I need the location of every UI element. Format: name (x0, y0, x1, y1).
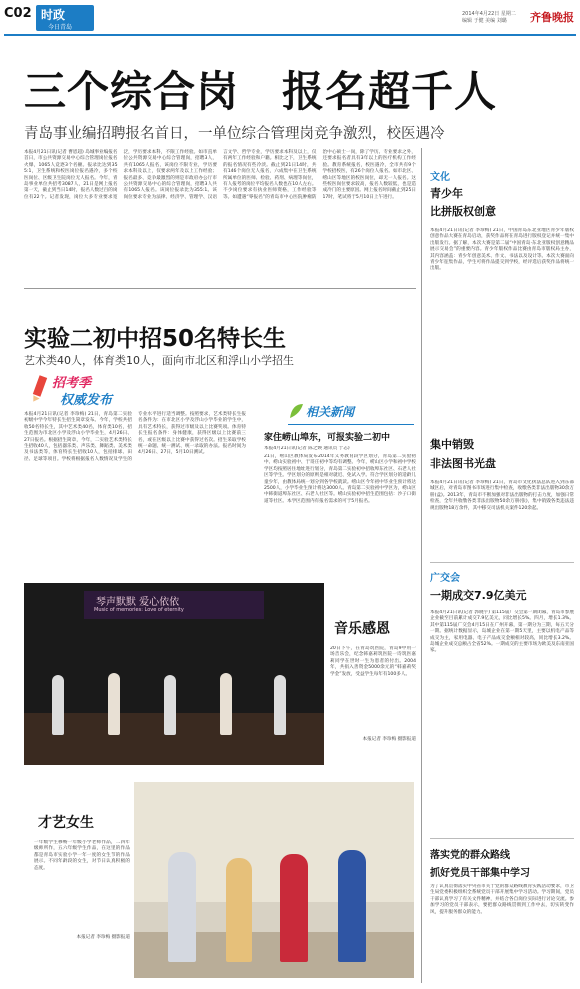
talent-title: 才艺女生 (38, 815, 94, 831)
page-code: C02 (4, 6, 32, 21)
concert-credit: 本报记者 李珍梅 摄影报道 (362, 737, 416, 742)
student-3 (280, 854, 308, 962)
exam-season-badge (30, 372, 142, 408)
related-news-body (264, 454, 416, 562)
talent-photo (134, 782, 414, 978)
lead-headline: 三个综合岗 报名超千人 (24, 67, 498, 116)
leaf-icon (288, 402, 304, 420)
lead-subheadline: 青岛事业编招聘报名首日，一单位综合管理岗竞争激烈，校医遇冷 (24, 126, 445, 142)
culture-body: 本报4月21日讯(记者 李珍梅) 21日，中国青岛东北亚地区青少年版权创意作品大赛在青岛启动，获奖作品将在青岛进行版权登记并统一集中出版发行。据了解，本次大赛是第二届“中国青岛·东北亚版权创意精品展示交易会”的重要内容。青少年版权作品比赛由青岛市版权局主办，其内容涵盖：青少年创意美术、作文、书法以及设计等。本次大赛面向青少年征集作品，学生可将作品提交到学校，经评选后获奖作品将统一出版。 (430, 228, 574, 272)
culture-headline-2: 比拼版权创意 (430, 205, 496, 218)
concert-caption: 20日下午，在青岛筑医院，青岛9中用一场音乐会，纪念韩嘉莉筑医院一诗筑医嘉莉同学在世时一生为患者的付出。2004年，共捐入善资金5000余元的“韩嘉莉奖学金”发放，受益学生每年有100多人。 (330, 646, 416, 677)
performer-1 (52, 675, 64, 735)
related-news-tag (288, 402, 388, 422)
student-4 (338, 850, 366, 962)
date-line: 2014年4月22日 星期二 (462, 11, 516, 17)
editor-line: 编辑 于健 美编 刘璐 (462, 18, 507, 24)
second-story-top-rule (24, 288, 416, 289)
lead-body-text: 本报4月21日讯(记者 曹恩超) 岛城事业编报名首日，市公共资源交易中心综合管理岗位报名火爆，1065人竞逐3个名额。报录比达到355:1，卫生系统和校医岗位报名遇冷，多个校医岗位、区级卫生院岗位无人报名。今年，青岛事业单位共招考3087人，21日是网上报名第一天，截止到当日14时，报名人数过百的岗位有22个。记者发现，岗位大多专业要求宽泛，学历要求本科，不限工作经验。如市直单位公共资源交易中心综合管理岗，招聘3人，共有1065人报名，该岗位不限专业，学历要求本科及以上，仅要求两年及以上工作经验；报名最多、竞争最激烈的则是市政府办公厅市公共资源交易中心的综合管理岗，招聘3人共有1065人报名。该岗位报录比为355:1。该岗位要求专业为法律、经济学、管理学、汉语言文学、哲学专业，学历要求本科及以上，仅有两年工作经验和户籍。相比之下，卫生系统的报名情况有些冷淡。截止到21日14时，共有146个岗位无人报名，六成集中在卫生系统所属单位的医师、检验、药剂、病理等岗位，有人报考的岗位平均报名人数也在10人左右。不少岗位要求有执业医师资格，工作经验等等。如遭遇“零报名”的青岛市中心医院肿瘤防治中心硕士一岗，除了学历、专业要求之外，还要求报名者具有3年以上的医疗机构工作经验。教育系统报名，校医遇冷，全市共有9个学校招校医，有26个岗位人报名。如市北区、崂山区等地区的校医岗位，却无一人报名。这些校医岗位要求较高，报名人数较低，也是造成冷门的主要原因。网上报名时间截止到25日17时，笔试将于5月10日上午进行。 (24, 150, 416, 200)
talent-caption: 一年级学生穆畅一年级小学老师作品，二四年级师所作，五六年级学生作品，在这里的作品都是青岛市实验小学一年一度的女生节的作品展示。不同年龄段的女生，对节日认真积极的态度。 (34, 840, 130, 871)
second-headline: 实验二初中招50名特长生 (24, 326, 287, 352)
expo-headline: 一期成交7.9亿美元 (430, 589, 527, 602)
badge-subtitle: 权威发布 (60, 393, 113, 408)
related-news-label: 相关新闻 (306, 405, 355, 419)
anime-headline-1: 集中销毁 (430, 438, 474, 451)
party-rule (430, 838, 574, 839)
second-body (24, 412, 246, 562)
anime-headline-2: 非法图书光盘 (430, 457, 496, 470)
sidebar-divider (421, 148, 422, 983)
expo-tag: 广交会 (430, 573, 460, 584)
expo-rule (430, 562, 574, 563)
badge-title: 招考季 (52, 376, 92, 391)
student-2 (226, 858, 252, 962)
related-news-rule (288, 424, 414, 425)
second-subheadline: 艺术类40人，体育类10人，面向市北区和浮山小学招生 (24, 354, 294, 367)
culture-headline-1: 青少年 (430, 187, 463, 200)
masthead (0, 0, 580, 36)
lead-body (24, 150, 416, 278)
performer-5 (274, 675, 286, 735)
related-news-body-text: 21日，崂山区教体局发布2014年义务教育段学区划分，青岛第二实验初中、崂山实验初中、于哥庄初中等均有调整。今年，崂山区小学和初中学校学区均按照居住地址进行划分，青岛第二实验初中招收埠东社区、石老人社区等学生。学区划分的原则是相对就近、免试入学。符合学区划分的适龄儿童少年，由教体局统一划分到各学校就读。崂山区今年初中毕业生预计将达2500人，小学毕业生预计将达3000人。青岛第二实验初中学区为，崂山区中韩街道埠东社区、石老人社区等。崂山实验初中招生范围包括：沙子口街道等社区。本学区范围内有报名需求的可于5月报名。 (264, 454, 416, 504)
subsection-name: 今日青岛 (48, 24, 73, 31)
pencil-icon (30, 374, 52, 404)
expo-body: 本报4月21日讯(记者 郭晓宇) 第115届广交会第一期闭幕，青岛市参展企业截至目前累计成交7.9亿美元，同比增长5%。四月，增长1.3%。其中第115届广交会4月15日在广州开幕，第一期分为三期，每五天分一期。据统计数据显示，岛城企业在第一期5天里，主要以机电产品等成交为主，家用电器、电子产品成交金额相对较高，同比增长3.2%。岛城企业成交总额占全省52%。一期成交的主要市场为欧美及东南亚国家。 (430, 610, 574, 654)
party-headline-1: 落实党的群众路线 (430, 850, 510, 861)
section-name: 时政 (41, 8, 66, 22)
anime-body: 本报4月21日讯(记者 李珍梅) 21日，青岛市文化执法总队进入到东部城区后，对青岛市图书市场进行集中检查，收缴各类非法出版物30余万册(盒)。2013年，青岛市不断加强对非法出版物的打击力度，加强日常检查，全年共收缴各类非法出版物50余万册(张)，集中销毁各类违法违规出版物18万余件，其中移交司法机关案件120余起。 (430, 480, 574, 511)
talent-credit: 本报记者 李珍梅 摄影报道 (76, 935, 130, 940)
concert-title: 音乐感恩 (334, 621, 390, 637)
related-news-author: 本报4月21日讯(记者 陈之焕 通讯员 于志) (264, 446, 350, 451)
concert-banner-line1: 琴声默默 爱心依依 (96, 597, 180, 608)
performer-4 (220, 673, 232, 735)
performer-2 (108, 673, 120, 735)
student-1 (168, 852, 196, 962)
second-body-text: 本报4月21日讯(记者 李珍梅) 21日，青岛第二实验初级中学今年特长生招生简章发布。今年，学校共招收50名特长生，其中艺术类40名，体育类10名，招生范围为市北区小学及浮山小学毕业生，4月26日、27日报名。根据招生简章，今年，二实验艺术类特长生招收40人，包括器乐类、声乐类、舞蹈类、美术类及书法类等，体育特长生招收10人，包括排球、田径、足球等项目。学校将根据报名人数情况及学生的专业水平进行适当调整。按照要求，艺术类特长生报名条件为：在市北区小学及浮山小学毕业的学生中，具有艺术特长，获得过市级及以上比赛奖项。体育特长生报名条件：身体健康，获得区级以上比赛前三名，或在区级以上比赛中获得过名次。招生采取学校统一命题、统一测试、统一录取的办法。报名时间为4月26日、27日，5月10日测试。 (24, 412, 246, 462)
concert-photo (24, 583, 324, 765)
related-news-headline: 家住崂山埠东，可报实验二初中 (264, 433, 391, 443)
party-headline-2: 抓好党员干部集中学习 (430, 868, 530, 879)
paper-logo: 齐鲁晚报 (530, 11, 574, 24)
performer-3 (164, 675, 176, 735)
party-body: 为了认真贯彻落实中央省市关于党的群众路线教育实践活动要求，市卫生局党委积极组织全系统党员干部开展集中学习活动。学习期间，党员干部认真学习了有关文件精神，并结合各自岗位实际进行讨论交流。参加学习的党员干部表示，要把群众路线贯彻到工作中去，切实转变作风，提升服务群众的能力。 (430, 884, 574, 915)
masthead-rule (4, 34, 576, 36)
concert-banner-line2: Music of memories: Love of eternity (94, 607, 184, 613)
culture-tag: 文化 (430, 172, 450, 183)
